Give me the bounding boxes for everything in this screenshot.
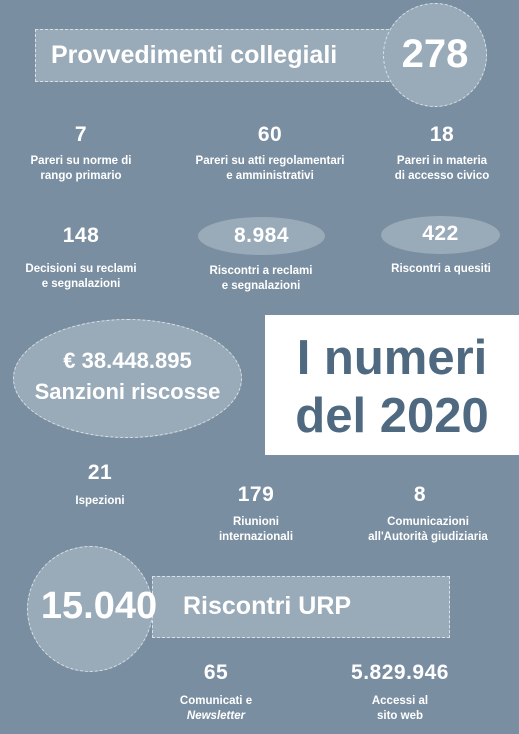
urp-label: Riscontri URP bbox=[183, 592, 352, 620]
stat-value-pareri-norme: 7 bbox=[74, 123, 88, 146]
stat-value-pareri-atti: 60 bbox=[257, 123, 283, 146]
stat-value-accessi: 5.829.946 bbox=[351, 661, 449, 684]
stat-label-pareri-atti: Pareri su atti regolamentari e amministrativi bbox=[195, 155, 345, 182]
stat-label-riunioni: Riunioni internazionali bbox=[218, 516, 294, 543]
stat-value-comunicati: 65 bbox=[203, 661, 229, 684]
stat-value-riunioni: 179 bbox=[237, 483, 275, 506]
stat-label-riscontri-quesiti: Riscontri a quesiti bbox=[391, 263, 491, 275]
sanzioni-value: € 38.448.895 bbox=[63, 348, 192, 373]
stat-label-pareri-norme: Pareri su norme di rango primario bbox=[30, 155, 132, 182]
stat-label-accessi: Accessi al sito web bbox=[371, 695, 429, 722]
sanzioni-label: Sanzioni riscosse bbox=[34, 379, 221, 404]
urp-value: 15.040 bbox=[40, 585, 158, 627]
stat-label-pareri-accesso: Pareri in materia di accesso civico bbox=[394, 155, 490, 182]
stat-label-ispezioni: Ispezioni bbox=[75, 495, 125, 507]
stat-value-pareri-accesso: 18 bbox=[429, 123, 455, 146]
header-label: Provvedimenti collegiali bbox=[51, 41, 338, 69]
stat-label-riscontri-reclami: Riscontri a reclami e segnalazioni bbox=[209, 265, 313, 292]
stat-value-riscontri-reclami: 8.984 bbox=[233, 224, 290, 247]
stat-label-comunicazioni: Comunicazioni all'Autorità giudiziaria bbox=[368, 516, 488, 543]
stat-label-comunicati: Comunicati e Newsletter bbox=[179, 695, 253, 722]
title-line-2: del 2020 bbox=[295, 389, 489, 443]
stat-value-comunicazioni: 8 bbox=[413, 483, 427, 506]
header-value: 278 bbox=[401, 32, 469, 76]
title-line-1: I numeri bbox=[296, 331, 488, 385]
stat-value-ispezioni: 21 bbox=[87, 461, 113, 484]
stat-value-decisioni: 148 bbox=[62, 224, 100, 247]
stat-label-decisioni: Decisioni su reclami e segnalazioni bbox=[25, 263, 137, 290]
stat-value-riscontri-quesiti: 422 bbox=[422, 222, 459, 245]
